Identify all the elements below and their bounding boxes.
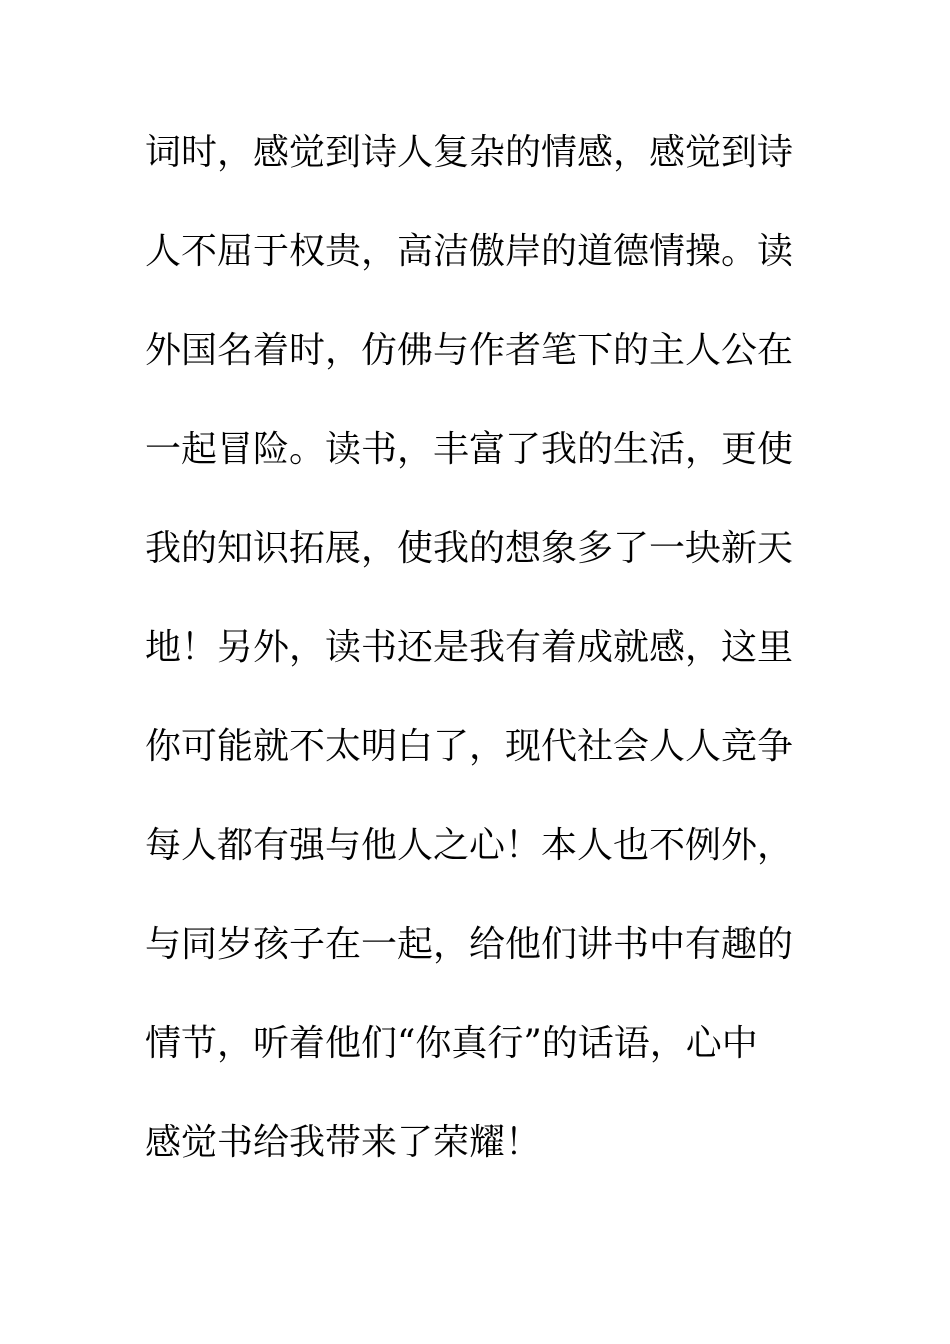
text-line: 地！另外，读书还是我有着成就感，这里 — [145, 627, 794, 668]
text-line: 一起冒险。读书，丰富了我的生活，更使 — [145, 429, 794, 470]
text-line: 每人都有强与他人之心！本人也不例外， — [145, 825, 794, 866]
text-line: 与同岁孩子在一起，给他们讲书中有趣的 — [145, 924, 794, 965]
text-line: 情节，听着他们“你真行”的话语，心中 — [145, 1023, 758, 1064]
text-line: 外国名着时，仿佛与作者笔下的主人公在 — [145, 330, 794, 371]
text-line: 我的知识拓展，使我的想象多了一块新天 — [145, 528, 794, 569]
text-line: 感觉书给我带来了荣耀！ — [145, 1122, 542, 1163]
body-text — [145, 125, 815, 1214]
text-line: 人不屈于权贵，高洁傲岸的道德情操。读 — [145, 231, 794, 272]
text-line: 你可能就不太明白了，现代社会人人竞争 — [145, 726, 794, 767]
text-line: 词时，感觉到诗人复杂的情感，感觉到诗 — [145, 132, 794, 173]
